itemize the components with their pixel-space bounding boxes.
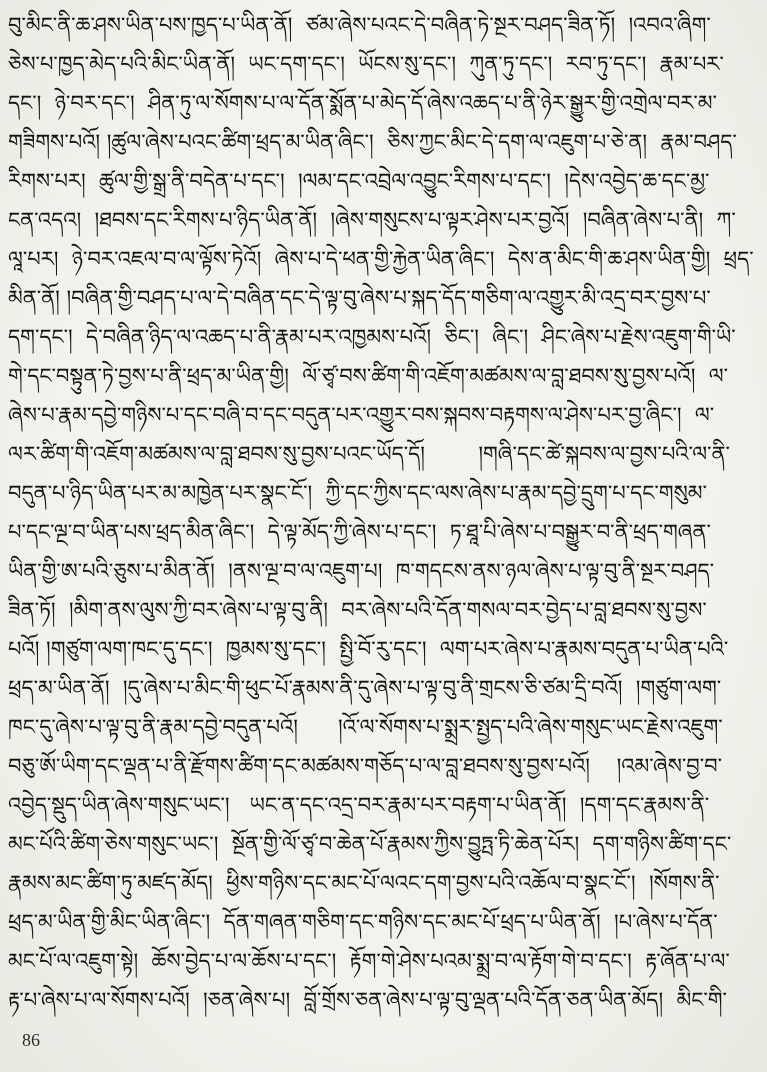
text-line: བདུན་པ་ཉིད་ཡིན་པར་མ་མཁྱེན་པར་སྣང་ངོ་། ཀྱི་དང་ཀྱིས་དང་ལས་ཞེས་པ་རྣམ་དབྱེ་དྲུག་པ་དང་གསུམ་ xyxy=(8,481,707,505)
text-line: ཅེས་པ་ཁྱད་མེད་པའི་མིང་ཡིན་ནོ། ཡང་དག་དང་། ཡོངས་སུ་དང་། ཀུན་ཏུ་དང་། རབ་ཏུ་དང་། རྣམ་པར་ xyxy=(8,52,724,76)
text-line: བཅུ་ཨོ་ཡིག་དང་ལྡན་པ་ནི་རྫོགས་ཚིག་དང་མཚམས་གཅོད་པ་ལ་བླ་ཐབས་སུ་བྱས་པའོ། །འམ་ཞེས་བྱ་བ་ xyxy=(8,754,723,778)
text-line: ཞེས་པ་རྣམ་དབྱེ་གཉིས་པ་དང་བཞི་བ་དང་བདུན་པར་འགྱུར་བས་སྐབས་བརྟགས་ལ་ཤེས་པར་བྱ་ཞིང་། ལ་ xyxy=(8,403,715,427)
text-line: རྣམས་མང་ཚིག་ཏུ་མཛད་མོད། ཕྱིས་གཉིས་དང་མང་པོ་ལའང་དག་བྱས་པའི་འཆོལ་བ་སྣང་ངོ་། །སོགས་ནི་ xyxy=(8,871,720,895)
tibetan-text-block xyxy=(8,6,761,1020)
text-line: ཡིན་གྱི་ཨ་པའི་ཅུས་པ་མིན་ནོ། །ནས་ལྔ་བ་ལ་འཇུག་པ། ཁ་གདངས་ནས་ཉལ་ཞེས་པ་ལྟ་བུ་ནི་སྔར་བཤད་ xyxy=(8,559,715,583)
text-line: པའོ། །གཙུག་ལག་ཁང་དུ་དང་། ཁྱམས་སུ་དང་། སྤྱི་བོ་རུ་དང་། ལག་པར་ཞེས་པ་རྣམས་བདུན་པ་ཡིན་པའི་ xyxy=(8,637,729,661)
text-line: མང་པོ་ལ་འཇུག་སྟེ། ཆོས་བྱེད་པ་ལ་ཆོས་པ་དང་། རྟོག་གེ་ཤེས་པའམ་སྨྲ་བ་ལ་རྟོག་གེ་བ་དང་། རྟ་ཞོན་པ་ལ་ xyxy=(8,949,730,973)
text-line: མིན་ནོ། །བཞིན་གྱི་བཤད་པ་ལ་དེ་བཞིན་དང་དེ་ལྟ་བུ་ཞེས་པ་སྐད་དོད་གཅིག་ལ་འགྱུར་མི་འདྲ་བར་བྱས་པ་ xyxy=(8,286,711,310)
text-line: གཟིགས་པའོ། །ཚུལ་ཞེས་པའང་ཚིག་ཕྲད་མ་ཡིན་ཞིང་། ཅིས་ཀྱང་མིང་དེ་དག་ལ་འཇུག་པ་ཅེ་ན། རྣམ་བཤད་ xyxy=(8,130,737,154)
text-line: དང་། ཉེ་བར་དང་། ཤིན་ཏུ་ལ་སོགས་པ་ལ་དོན་སྨོན་པ་མེད་དོ་ཞེས་འཆད་པ་ནི་ཉེར་སྒྱུར་གྱི་འགྲེལ་བར་མ་ xyxy=(8,91,717,115)
text-line: ཁང་དུ་ཞེས་པ་ལྟ་བུ་ནི་རྣམ་དབྱེ་བདུན་པའོ། །འོ་ལ་སོགས་པ་སྨྲར་སྤྱད་པའི་ཞེས་གསུང་ཡང་རྗེས་འཇུག་ xyxy=(8,715,723,739)
text-line: ཟིན་ཏོ། །མིག་ནས་ལུས་ཀྱི་བར་ཞེས་པ་ལྟ་བུ་ནི། བར་ཞེས་པའི་དོན་གསལ་བར་བྱེད་པ་བླ་ཐབས་སུ་བྱས་ xyxy=(8,598,707,622)
text-line: ངན་འདའ། །ཐབས་དང་རིགས་པ་ཉིད་ཡིན་ནོ། །ཞེས་གསུངས་པ་ལྟར་ཤེས་པར་བྱའོ། །བཞིན་ཞེས་པ་ནི། ཀ་ xyxy=(8,208,736,232)
text-line: པ་དང་ལྔ་བ་ཡིན་པས་ཕྲད་མིན་ཞིང་། དེ་ལྟ་མོད་ཀྱི་ཞེས་པ་དང་། ཏ་ཐཱ་པི་ཞེས་པ་བསྒྱུར་བ་ནི་ཕྲད་གཞན་ xyxy=(8,520,711,544)
text-line: རྟ་པ་ཞེས་པ་ལ་སོགས་པའོ། །ཅན་ཞེས་པ། བློ་གྲོས་ཅན་ཞེས་པ་ལྟ་བུ་ལྡན་པའི་དོན་ཅན་ཡིན་མོད། མིང་གི་ xyxy=(8,988,727,1012)
text-line: འབྱེད་སྡུད་ཡིན་ཞེས་གསུང་ཡང་། ཡང་ན་དང་འདྲ་བར་རྣམ་པར་བརྟག་པ་ཡིན་ནོ། །དག་དང་རྣམས་ནི་ xyxy=(8,793,710,817)
page-number: 86 xyxy=(22,1030,40,1050)
text-line: མང་པོའི་ཚིག་ཅེས་གསུང་ཡང་། སྔོན་གྱི་ལོ་ཙྭ་བ་ཆེན་པོ་རྣམས་ཀྱིས་བྱུཏྤ་ཏི་ཆེན་པོར། དག་གཉིས་ཚིག་དང་ xyxy=(8,832,732,856)
text-line: ལཱ་པར། ཉེ་བར་འཇལ་བ་ལ་ལྟོས་ཏེའོ། ཞེས་པ་དེ་ཕན་གྱི་རྐྱེན་ཡིན་ཞིང་། དེས་ན་མིང་གི་ཆ་ཤས་ཡིན་གྱི། ཕྲད་ xyxy=(8,247,754,271)
text-line: རིགས་པར། ཚུལ་གྱི་སྒྲ་ནི་བདེན་པ་དང་། །ལམ་དང་འབྲེལ་འབྱུང་རིགས་པ་དང་། །དེས་འབྱེད་ཆ་དང་མྱ་ xyxy=(8,169,710,193)
text-line: གེ་དང་བསྟུན་ཏེ་བྱས་པ་ནི་ཕྲད་མ་ཡིན་གྱི། ལོ་ཙྭ་བས་ཚིག་གི་འཇོག་མཚམས་ལ་བླ་ཐབས་སུ་བྱས་པའོ། ལ་ xyxy=(8,364,729,388)
text-line: དག་དང་། དེ་བཞིན་ཉིད་ལ་འཆད་པ་ནི་རྣམ་པར་འཁྱམས་པའོ། ཅིང་། ཞིང་། ཤིང་ཞེས་པ་རྗེས་འཇུག་གི་ཡི་ xyxy=(8,325,736,349)
text-line: ལར་ཚིག་གི་འཇོག་མཚམས་ལ་བླ་ཐབས་སུ་བྱས་པའང་ཡོད་དོ། །གཞི་དང་ཚེ་སྐབས་ལ་བྱས་པའི་ལ་ནི་ xyxy=(8,442,730,466)
text-line: ཕྲད་མ་ཡིན་ནོ། །དུ་ཞེས་པ་མིང་གི་ཕུང་པོ་རྣམས་ནི་དུ་ཞེས་པ་ལྟ་བུ་ནི་གྲངས་ཅི་ཙམ་དྲི་བའོ། །གཙུག་ལག་ xyxy=(8,676,722,700)
text-line: བུ་མིང་ནི་ཆ་ཤས་ཡིན་པས་ཁྱད་པ་ཡིན་ནོ། ཙམ་ཞེས་པའང་དེ་བཞིན་ཏེ་སྔར་བཤད་ཟིན་ཏོ། །འབའ་ཞིག་ xyxy=(8,13,711,37)
text-line: ཕྲད་མ་ཡིན་གྱི་མིང་ཡིན་ཞིང་། དོན་གཞན་གཅིག་དང་གཉིས་དང་མང་པོ་ཕྲད་པ་ཡིན་ནོ། །པ་ཞེས་པ་དོན་ xyxy=(8,910,718,934)
